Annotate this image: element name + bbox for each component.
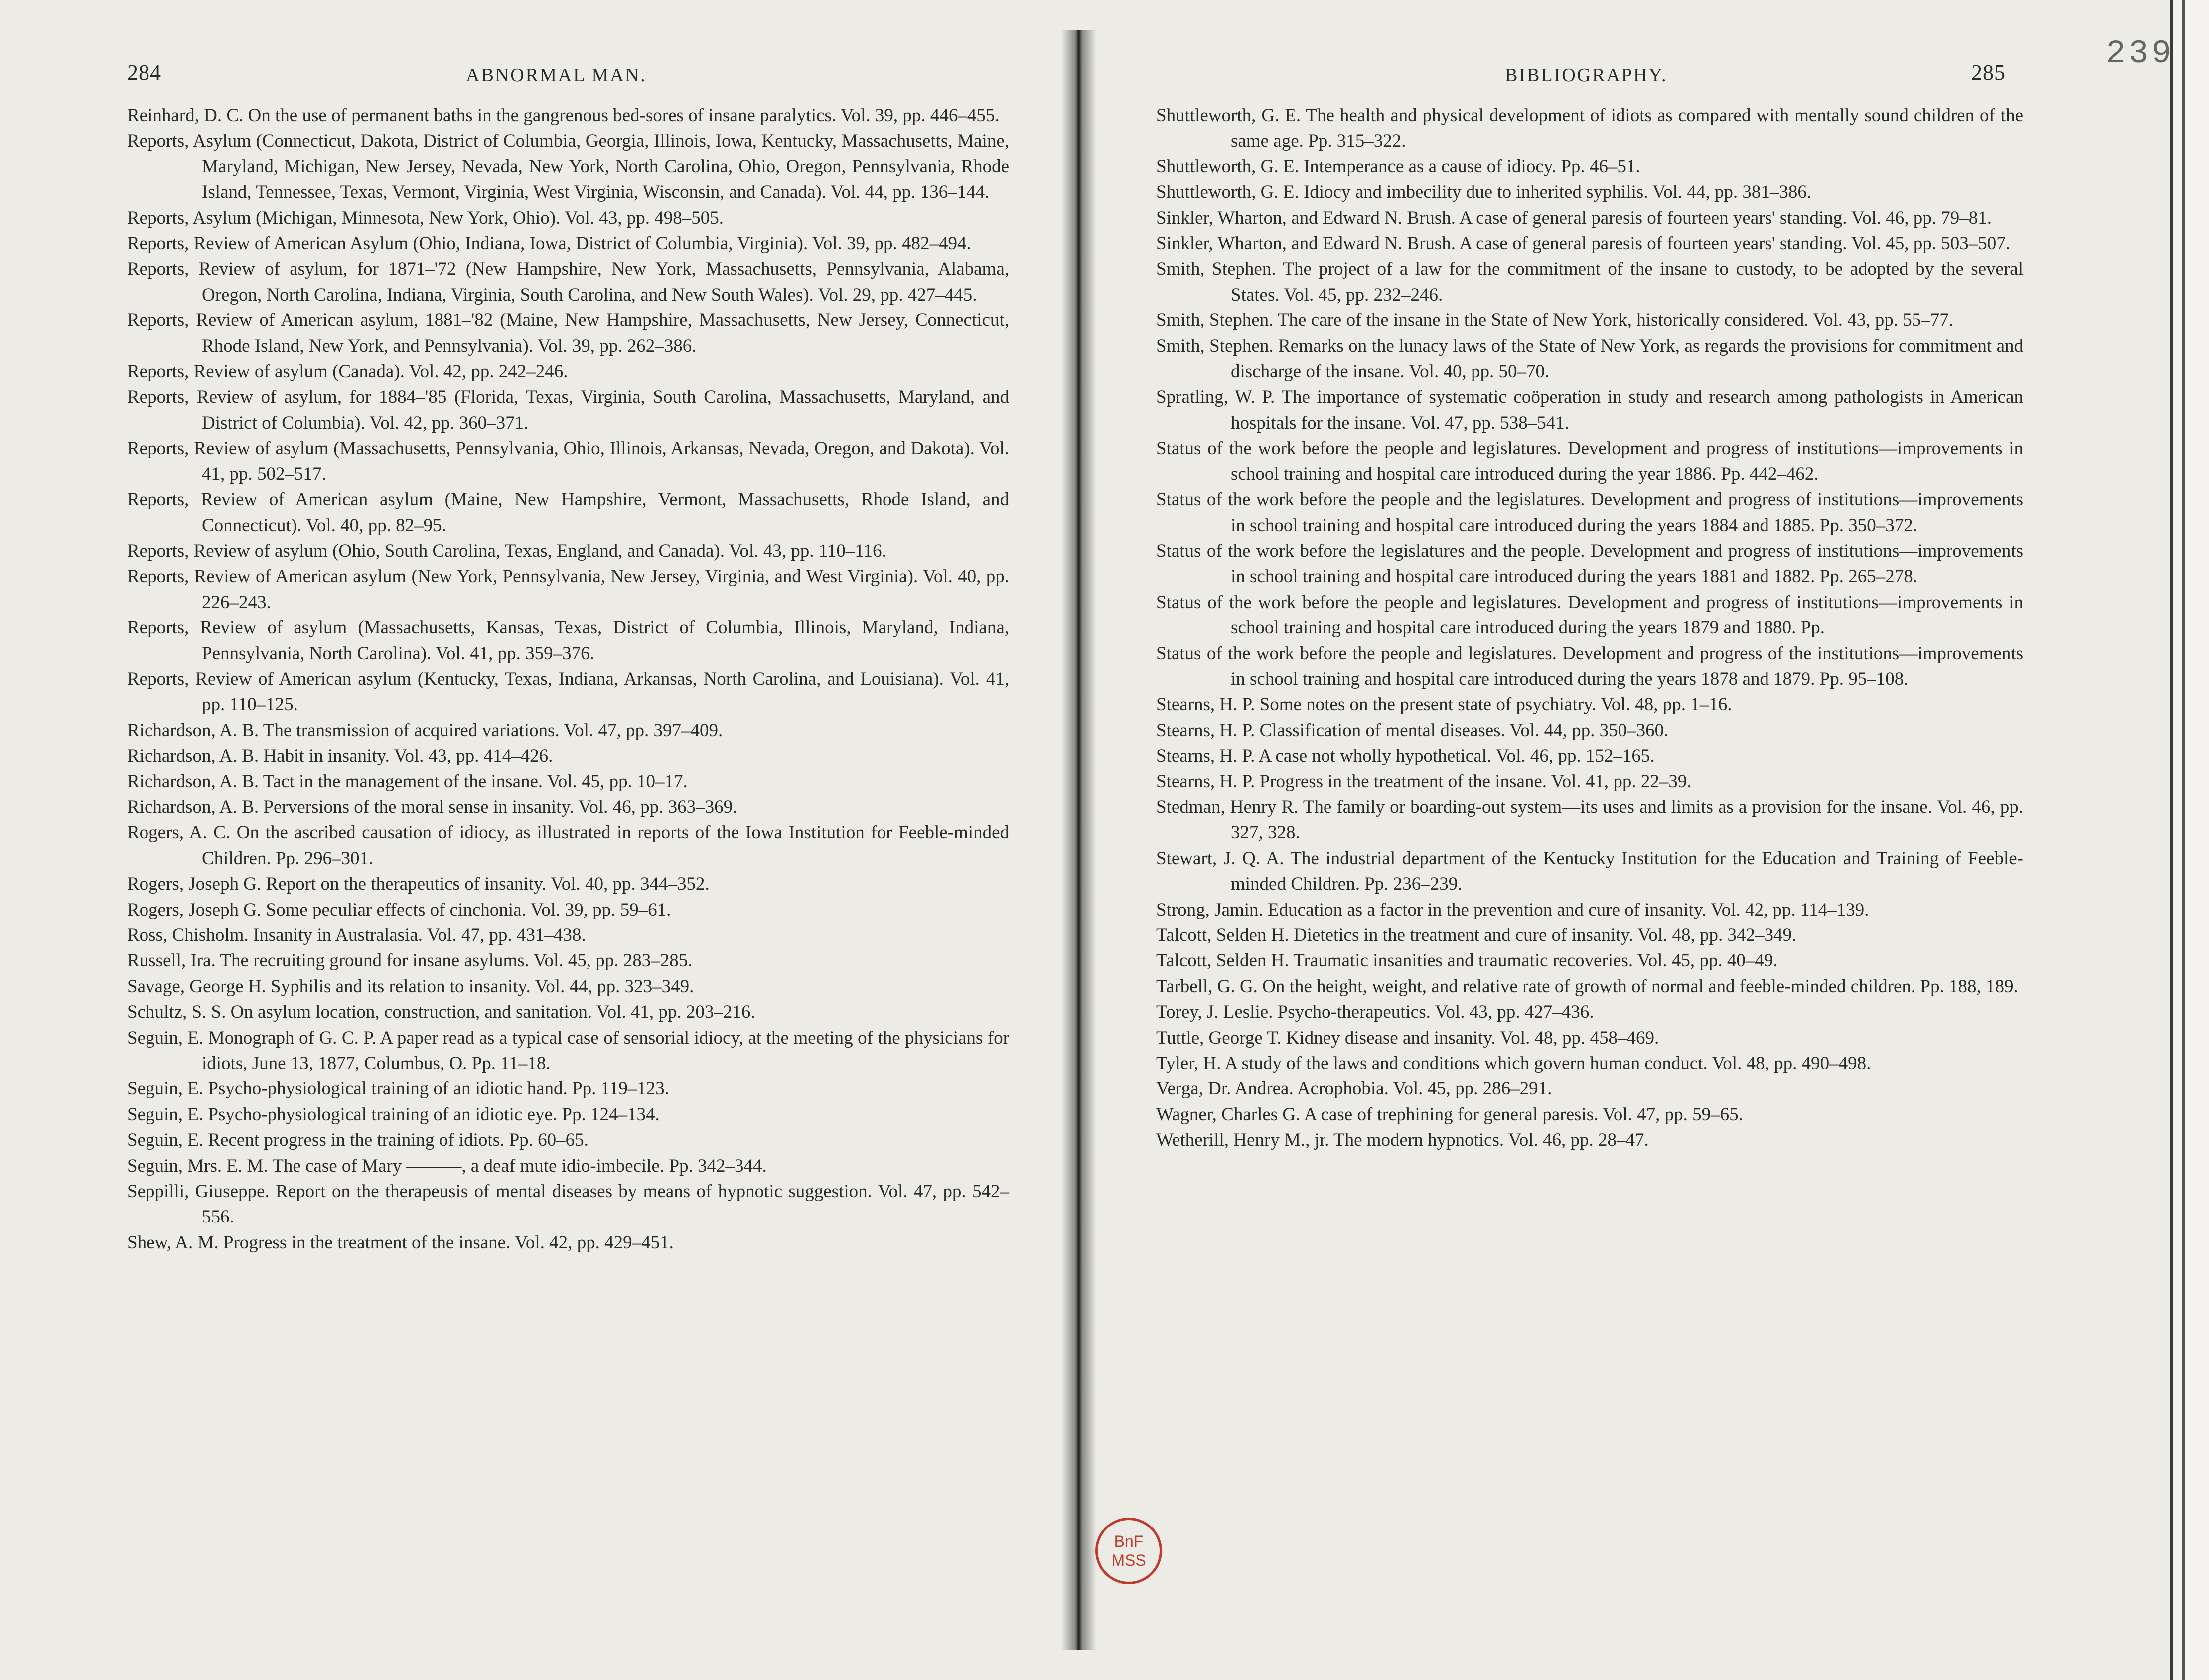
bibliography-entry: Spratling, W. P. The importance of systematic coöperation in study and research among pathologists in American hospitals for the insane. Vol. 47, pp. 538–541. — [1156, 387, 2023, 433]
bibliography-entry: Russell, Ira. The recruiting ground for insane asylums. Vol. 45, pp. 283–285. — [127, 950, 693, 971]
bibliography-entry: Stearns, H. P. Some notes on the present state of psychiatry. Vol. 48, pp. 1–16. — [1156, 694, 1732, 715]
bibliography-entry: Shuttleworth, G. E. Intemperance as a cause of idiocy. Pp. 46–51. — [1156, 156, 1640, 177]
right-running-head — [1156, 50, 2023, 90]
bibliography-entry: Richardson, A. B. The transmission of acquired variations. Vol. 47, pp. 397–409. — [127, 720, 723, 741]
bibliography-entry: Wagner, Charles G. A case of trephining for general paresis. Vol. 47, pp. 59–65. — [1156, 1104, 1743, 1125]
bibliography-entry: Seguin, E. Psycho-physiological training of an idiotic eye. Pp. 124–134. — [127, 1104, 660, 1125]
bibliography-entry: Rogers, Joseph G. Report on the therapeutics of insanity. Vol. 40, pp. 344–352. — [127, 874, 710, 895]
left-page-number: 284 — [127, 60, 161, 85]
bibliography-entry: Reports, Review of asylum (Massachusetts, Pennsylvania, Ohio, Illinois, Arkansas, Nevada, Oregon, and Dakota). Vol. 41, pp. 502–517. — [127, 438, 1009, 484]
bibliography-entry: Stearns, H. P. A case not wholly hypothetical. Vol. 46, pp. 152–165. — [1156, 746, 1655, 766]
bibliography-entry: Ross, Chisholm. Insanity in Australasia. Vol. 47, pp. 431–438. — [127, 925, 586, 945]
bibliography-entry: Richardson, A. B. Tact in the management of the insane. Vol. 45, pp. 10–17. — [127, 771, 688, 792]
bibliography-entry: Reports, Review of American asylum (New York, Pennsylvania, New Jersey, Virginia, and West Virginia). Vol. 40, pp. 226–243. — [127, 566, 1009, 612]
bibliography-entry: Richardson, A. B. Perversions of the moral sense in insanity. Vol. 46, pp. 363–369. — [127, 796, 737, 817]
bibliography-entry: Reports, Review of asylum, for 1884–'85 (Florida, Texas, Virginia, South Carolina, Massachusetts, Maryland, and District of Columbia). Vol. 42, pp. 360–371. — [127, 387, 1009, 433]
bibliography-entry: Reports, Review of asylum (Massachusetts, Kansas, Texas, District of Columbia, Illinois, Maryland, Indiana, Pennsylvania, North Carolina). Vol. 41, pp. 359–376. — [127, 617, 1009, 664]
bibliography-entry: Status of the work before the people and legislatures. Development and progress of institutions—improvements in school training and hospital care introduced during the year 1886. Pp. 442–462. — [1156, 438, 2023, 484]
bibliography-entry: Tuttle, George T. Kidney disease and insanity. Vol. 48, pp. 458–469. — [1156, 1027, 1659, 1048]
bibliography-entry: Seguin, E. Monograph of G. C. P. A paper read as a typical case of sensorial idiocy, at the meeting of the physicians for idiots, June 13, 1877, Columbus, O. Pp. 11–18. — [127, 1027, 1009, 1074]
right-page — [1156, 50, 2023, 1153]
bibliography-entry: Schultz, S. S. On asylum location, construction, and sanitation. Vol. 41, pp. 203–216. — [127, 1002, 755, 1023]
bibliography-entry: Talcott, Selden H. Dietetics in the treatment and cure of insanity. Vol. 48, pp. 342–349. — [1156, 925, 1797, 945]
bibliography-entry: Rogers, A. C. On the ascribed causation of idiocy, as illustrated in reports of the Iowa Institution for Feeble-minded Children. Pp. 296–301. — [127, 822, 1009, 869]
bibliography-entry: Stedman, Henry R. The family or boarding-out system—its uses and limits as a provision for the insane. Vol. 46, pp. 327, 328. — [1156, 796, 2023, 843]
right-page-number: 285 — [1971, 60, 2006, 85]
folio-number: 239 — [2106, 35, 2174, 72]
bibliography-entry: Talcott, Selden H. Traumatic insanities and traumatic recoveries. Vol. 45, pp. 40–49. — [1156, 950, 1778, 971]
bibliography-entry: Reports, Asylum (Connecticut, Dakota, District of Columbia, Georgia, Illinois, Iowa, Kentucky, Massachusetts, Maine, Maryland, Michigan, New Jersey, Nevada, New York, North Carolina, Ohio, Oregon, Pennsylvania, Rhode Island, Tennessee, Texas, Vermont, Virginia, West Virginia, Wisconsin, and Canada). Vol. 44, pp. 136–144. — [127, 131, 1009, 203]
left-page — [127, 50, 1009, 1255]
bibliography-entry: Seppilli, Giuseppe. Report on the therapeusis of mental diseases by means of hypnotic suggestion. Vol. 47, pp. 542–556. — [127, 1181, 1009, 1227]
bibliography-entry: Smith, Stephen. The project of a law for the commitment of the insane to custody, to be adopted by the several States. Vol. 45, pp. 232–246. — [1156, 259, 2023, 305]
bibliography-entry: Richardson, A. B. Habit in insanity. Vol. 43, pp. 414–426. — [127, 746, 553, 766]
left-bibliography-list — [127, 103, 1009, 1255]
bibliography-entry: Stearns, H. P. Progress in the treatment of the insane. Vol. 41, pp. 22–39. — [1156, 771, 1692, 792]
bibliography-entry: Shuttleworth, G. E. The health and physical development of idiots as compared with mentally sound children of the same age. Pp. 315–322. — [1156, 105, 2023, 152]
bibliography-entry: Status of the work before the people and the legislatures. Development and progress of institutions—improvements in school training and hospital care introduced during the years 1884 and 1885. Pp. 350–372. — [1156, 489, 2023, 536]
bibliography-entry: Reports, Review of asylum, for 1871–'72 (New Hampshire, New York, Massachusetts, Pennsylvania, Alabama, Oregon, North Carolina, Indiana, Virginia, South Carolina, and New South Wales). Vol. 29, pp. 427–445. — [127, 259, 1009, 305]
bibliography-entry: Strong, Jamin. Education as a factor in the prevention and cure of insanity. Vol. 42, pp. 114–139. — [1156, 899, 1869, 920]
bibliography-entry: Shuttleworth, G. E. Idiocy and imbecility due to inherited syphilis. Vol. 44, pp. 381–386. — [1156, 182, 1812, 203]
bibliography-entry: Savage, George H. Syphilis and its relation to insanity. Vol. 44, pp. 323–349. — [127, 976, 694, 997]
bibliography-entry: Status of the work before the legislatures and the people. Development and progress of institutions—improvements in school training and hospital care introduced during the years 1881 and 1882. Pp. 265–278. — [1156, 540, 2023, 587]
bibliography-entry: Sinkler, Wharton, and Edward N. Brush. A case of general paresis of fourteen years' standing. Vol. 45, pp. 503–507. — [1156, 233, 2011, 254]
left-running-head — [127, 50, 1009, 90]
bibliography-entry: Reports, Review of American asylum (Maine, New Hampshire, Vermont, Massachusetts, Rhode Island, and Connecticut). Vol. 40, pp. 82–95. — [127, 489, 1009, 536]
bibliography-entry: Seguin, E. Recent progress in the training of idiots. Pp. 60–65. — [127, 1130, 589, 1151]
bibliography-entry: Reports, Review of asylum (Ohio, South Carolina, Texas, England, and Canada). Vol. 43, pp. 110–116. — [127, 540, 886, 561]
right-running-title: BIBLIOGRAPHY. — [1505, 65, 1668, 86]
bibliography-entry: Reports, Review of American Asylum (Ohio, Indiana, Iowa, District of Columbia, Virginia). Vol. 39, pp. 482–494. — [127, 233, 971, 254]
bibliography-entry: Smith, Stephen. The care of the insane in the State of New York, historically considered. Vol. 43, pp. 55–77. — [1156, 310, 1954, 331]
bibliography-entry: Stewart, J. Q. A. The industrial department of the Kentucky Institution for the Education and Training of Feeble-minded Children. Pp. 236–239. — [1156, 848, 2023, 895]
bibliography-entry: Reports, Review of American asylum, 1881–'82 (Maine, New Hampshire, Massachusetts, New Jersey, Connecticut, Rhode Island, New York, and Pennsylvania). Vol. 39, pp. 262–386. — [127, 310, 1009, 356]
right-bibliography-list — [1156, 103, 2023, 1153]
bibliography-entry: Reports, Asylum (Michigan, Minnesota, New York, Ohio). Vol. 43, pp. 498–505. — [127, 207, 724, 228]
bibliography-entry: Stearns, H. P. Classification of mental diseases. Vol. 44, pp. 350–360. — [1156, 720, 1669, 741]
bibliography-entry: Seguin, E. Psycho-physiological training of an idiotic hand. Pp. 119–123. — [127, 1078, 669, 1099]
bibliography-entry: Tarbell, G. G. On the height, weight, and relative rate of growth of normal and feeble-minded children. Pp. 188, 189. — [1156, 976, 2018, 997]
stamp-line-1: BnF — [1114, 1532, 1144, 1550]
bibliography-entry: Rogers, Joseph G. Some peculiar effects of cinchonia. Vol. 39, pp. 59–61. — [127, 899, 671, 920]
bibliography-entry: Tyler, H. A study of the laws and conditions which govern human conduct. Vol. 48, pp. 490–498. — [1156, 1053, 1871, 1074]
bibliography-entry: Torey, J. Leslie. Psycho-therapeutics. Vol. 43, pp. 427–436. — [1156, 1002, 1594, 1023]
bibliography-entry: Reports, Review of asylum (Canada). Vol. 42, pp. 242–246. — [127, 361, 568, 382]
bibliography-entry: Smith, Stephen. Remarks on the lunacy laws of the State of New York, as regards the provisions for commitment and discharge of the insane. Vol. 40, pp. 50–70. — [1156, 335, 2023, 382]
bibliography-entry: Seguin, Mrs. E. M. The case of Mary ———, a deaf mute idio-imbecile. Pp. 342–344. — [127, 1155, 767, 1176]
bibliography-entry: Reports, Review of American asylum (Kentucky, Texas, Indiana, Arkansas, North Carolina, and Louisiana). Vol. 41, pp. 110–125. — [127, 668, 1009, 715]
stamp-line-2: MSS — [1111, 1551, 1146, 1569]
left-running-title: ABNORMAL MAN. — [466, 65, 647, 86]
bibliography-entry: Shew, A. M. Progress in the treatment of the insane. Vol. 42, pp. 429–451. — [127, 1232, 674, 1253]
book-gutter — [1061, 30, 1096, 1650]
bibliography-entry: Verga, Dr. Andrea. Acrophobia. Vol. 45, pp. 286–291. — [1156, 1078, 1552, 1099]
bibliography-entry: Wetherill, Henry M., jr. The modern hypnotics. Vol. 46, pp. 28–47. — [1156, 1130, 1649, 1151]
bibliography-entry: Status of the work before the people and legislatures. Development and progress of institutions—improvements in school training and hospital care introduced during the years 1879 and 1880. Pp. — [1156, 592, 2023, 638]
library-stamp — [1095, 1518, 1162, 1584]
bibliography-entry: Status of the work before the people and legislatures. Development and progress of the institutions—improvements in school training and hospital care introduced during the years 1878 and 1879. Pp. 95–108. — [1156, 643, 2023, 689]
bibliography-entry: Sinkler, Wharton, and Edward N. Brush. A case of general paresis of fourteen years' standing. Vol. 46, pp. 79–81. — [1156, 207, 1992, 228]
sheet-edge — [2170, 0, 2209, 1680]
bibliography-entry: Reinhard, D. C. On the use of permanent baths in the gangrenous bed-sores of insane paralytics. Vol. 39, pp. 446–455. — [127, 105, 1000, 126]
